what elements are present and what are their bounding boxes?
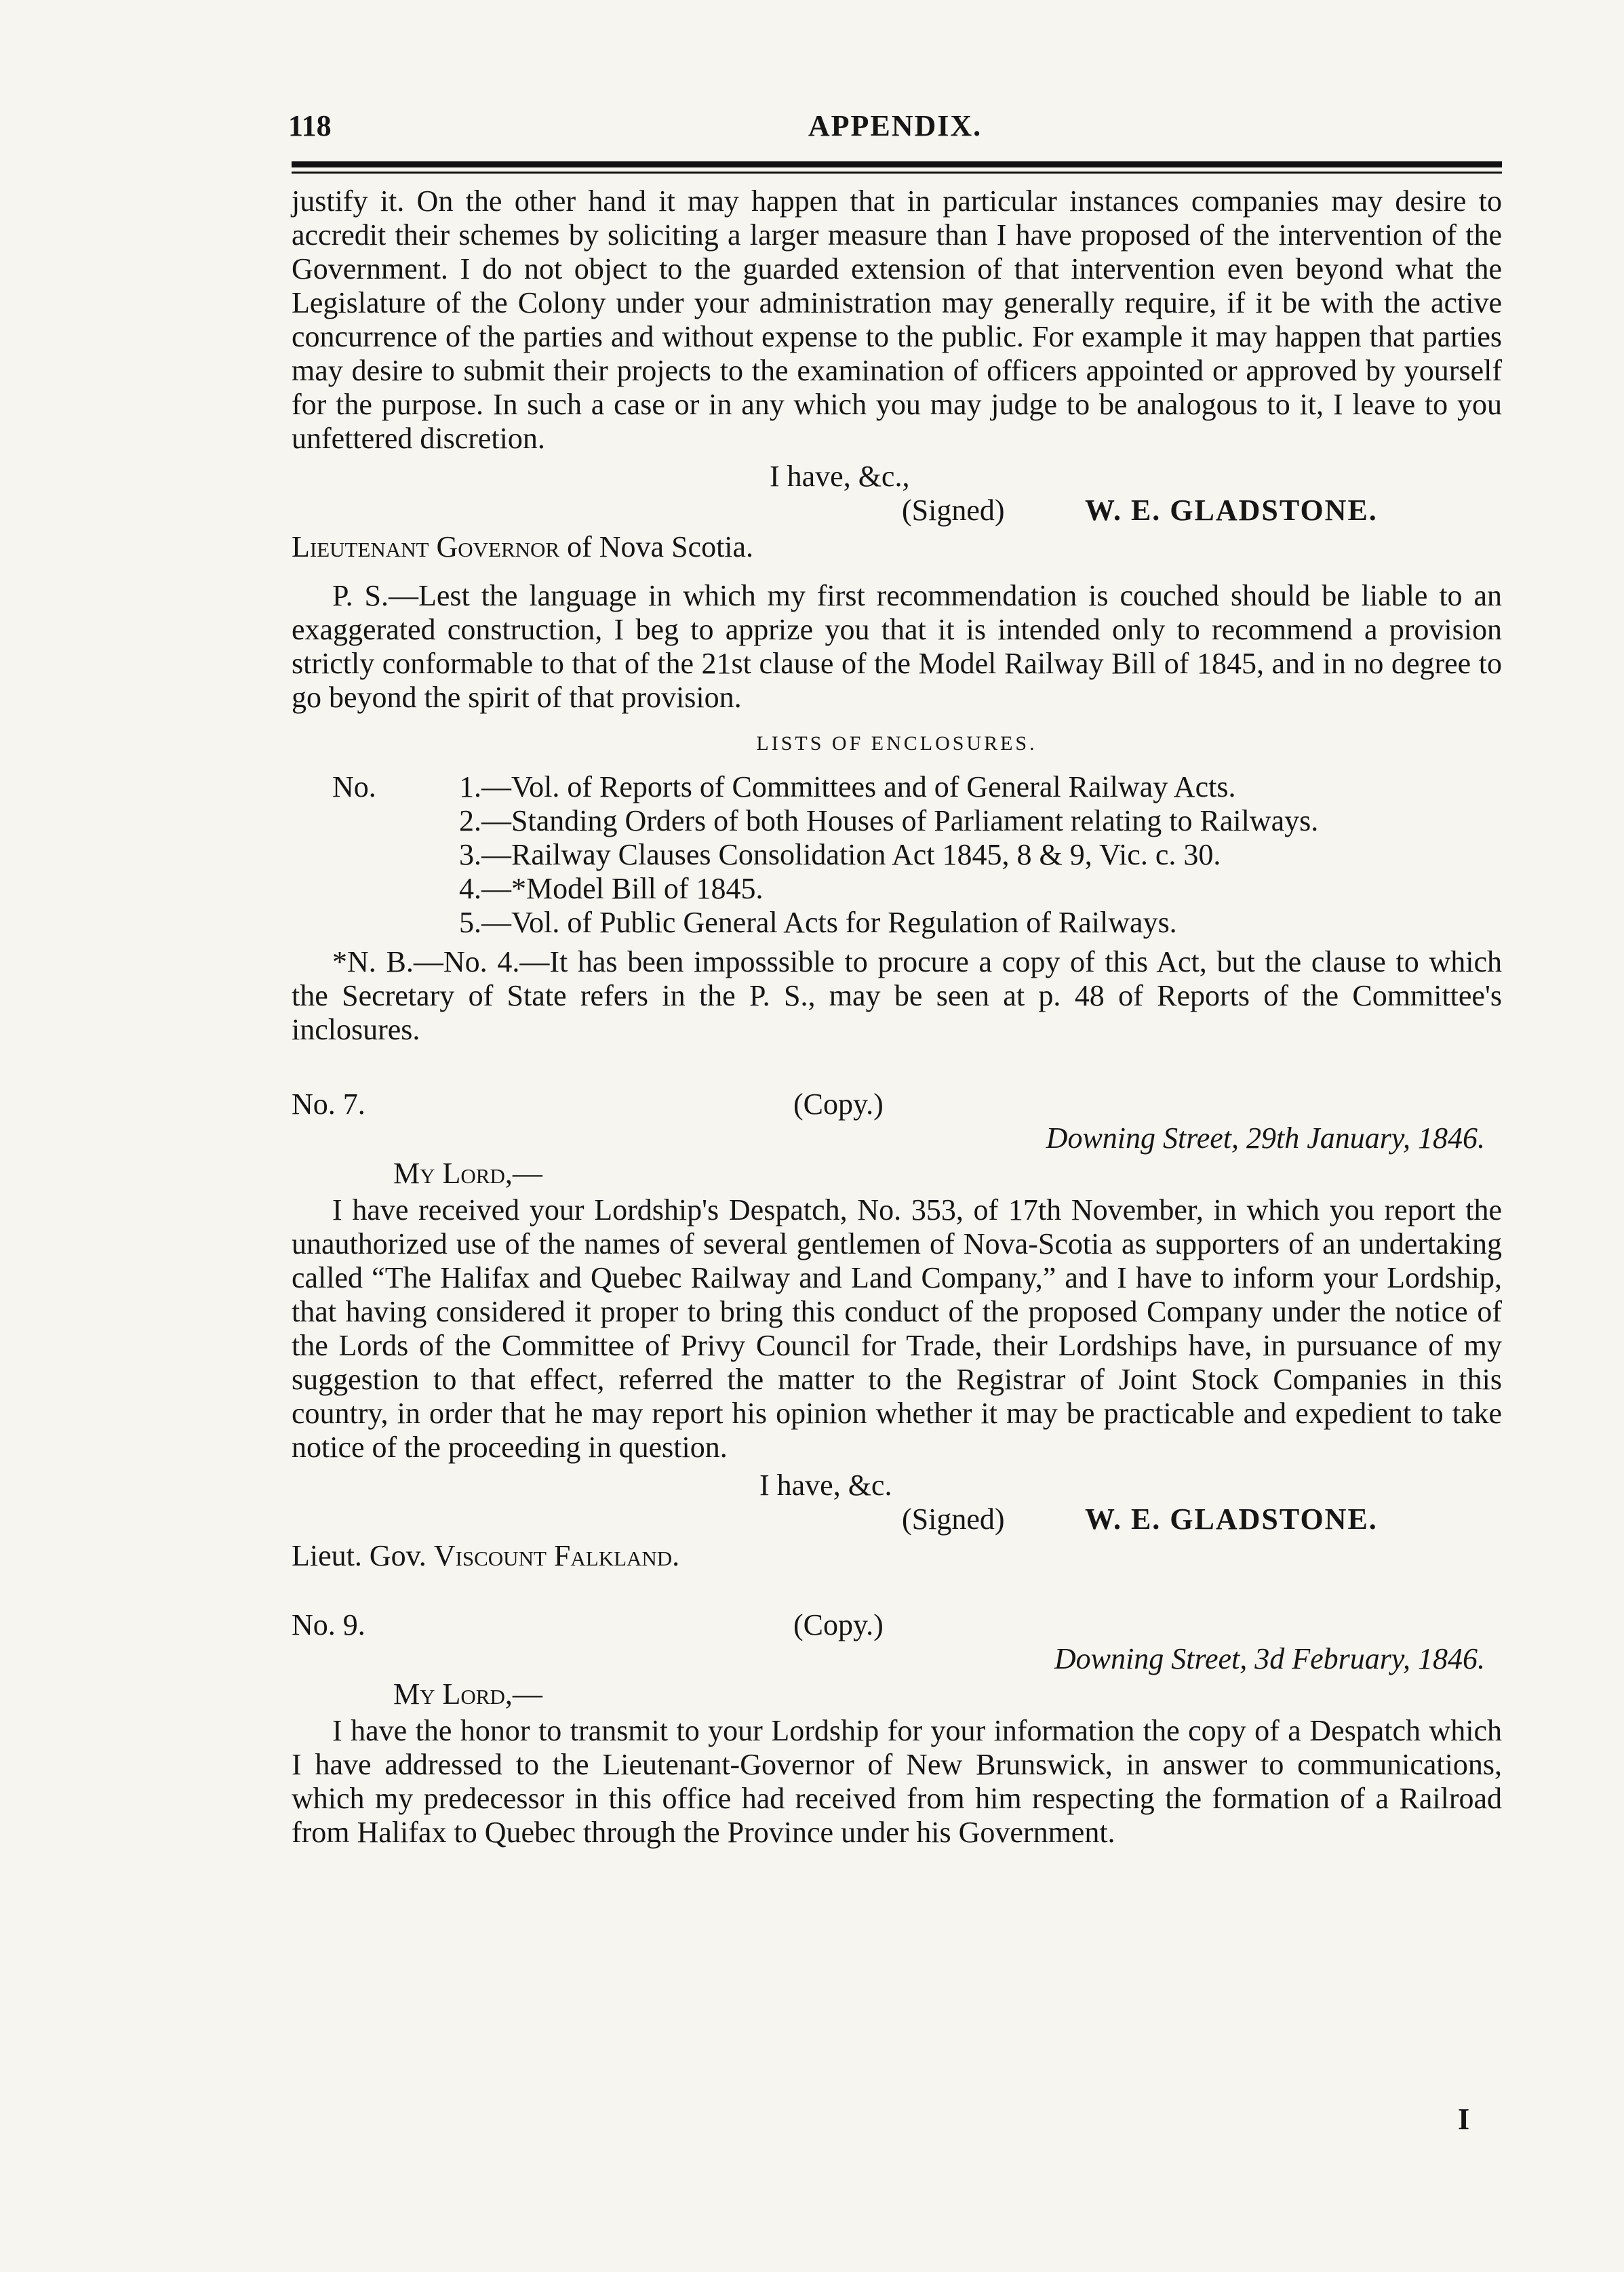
letter9-paragraph: I have the honor to transmit to your Lordship for your information the copy of a Despatch which I have addressed to the Lieutenant-Governor of New Brunswick, in answer to communications, which my predecessor in this office had received from him respecting the formation of a Railroad from Halifax to Quebec through the Province under his Government. [292,1714,1502,1849]
enclosures-heading: LISTS OF ENCLOSURES. [756,732,1037,755]
letter7-paragraph: I have received your Lordship's Despatch, No. 353, of 17th November, in which you report the unauthorized use of the names of several gentlemen of Nova-Scotia as supporters of an undertaking called “The Halifax and Quebec Railway and Land Company,” and I have to inform your Lordship, that having considered it proper to bring this conduct of the proposed Company under the notice of the Lords of the Committee of Privy Council for Trade, their Lordships have, in pursuance of my suggestion to that effect, referred the matter to the Registrar of Joint Stock Companies in this country, in order that he may report his opinion whether it may be practicable and expedient to take notice of the proceeding in question. [292,1193,1502,1464]
enclosure-text: —Standing Orders of both Houses of Parliament relating to Railways. [481,804,1319,837]
signer-name: W. E. GLADSTONE. [1085,494,1378,527]
enclosure-text: —Railway Clauses Consolidation Act 1845, 8 & 9, Vic. c. 30. [481,838,1221,871]
enclosure-item [292,906,1502,940]
enclosure-text: —Vol. of Reports of Committees and of General Railway Acts. [481,770,1236,803]
letter7-signature-line [292,1502,1502,1536]
letter9-dateline: Downing Street, 3d February, 1846. [1054,1642,1485,1675]
enclosure-item [292,770,1502,804]
signed-label: (Signed) [902,1502,1005,1536]
addressee-prefix: Lieut. Gov. [292,1539,434,1572]
addressee-name: Viscount Falkland. [433,1539,680,1572]
letter7-copy-label: (Copy.) [793,1088,884,1121]
addressee-place: of Nova Scotia. [559,530,754,563]
letter7-closing: I have, &c. [759,1469,892,1502]
letter9-copy-label: (Copy.) [793,1608,884,1641]
page-body [292,184,1502,1850]
enclosure-prefix [292,804,420,838]
letter9-salutation: My Lord,— [393,1677,542,1711]
letter7-salutation: My Lord,— [393,1157,542,1190]
letter9-number: No. 9. [292,1608,365,1641]
enclosure-prefix [292,838,420,872]
enclosure-number: 3. [459,838,481,871]
enclosure-prefix [292,906,420,940]
letter7-dateline: Downing Street, 29th January, 1846. [1046,1121,1485,1155]
signature-line [292,494,1502,527]
running-head: APPENDIX. [808,109,983,142]
letter-paragraph: justify it. On the other hand it may happen that in particular instances companies may desire to accredit their schemes by soliciting a larger measure than I have proposed of the intervention of the Government. I do not object to the guarded extension of that intervention even beyond what the Legislature of the Colony under your administration may generally require, if it be with the active concurrence of the parties and without expense to the public. For example it may happen that parties may desire to submit their projects to the examination of officers appointed or approved by yourself for the purpose. In such a case or in any which you may judge to be analogous to it, I leave to you unfettered discretion. [292,184,1502,455]
enclosure-item [292,838,1502,872]
enclosure-text: —Vol. of Public General Acts for Regulation of Railways. [481,906,1177,939]
signer-name: W. E. GLADSTONE. [1085,1502,1378,1536]
letter9-heading [292,1608,1502,1642]
letter7-addressee [292,1539,1502,1573]
page-number: 118 [288,109,332,142]
header-rule [292,161,1502,174]
enclosure-text: —*Model Bill of 1845. [481,872,764,905]
enclosure-prefix [292,872,420,906]
enclosure-item [292,804,1502,838]
catchword: I [1458,2102,1470,2136]
addressee-title: Lieutenant Governor [292,530,560,563]
closing-line: I have, &c., [770,460,910,493]
letter7-heading [292,1088,1502,1121]
letter7-number: No. 7. [292,1088,365,1121]
enclosure-number: 4. [459,872,481,905]
addressee [292,530,1502,564]
enclosure-list [292,770,1502,940]
enclosure-note: *N. B.—No. 4.—It has been imposssible to procure a copy of this Act, but the clause to which the Secretary of State refers in the P. S., may be seen at p. 48 of Reports of the Committee's inclosures. [292,945,1502,1046]
enclosure-number: 1. [459,770,481,803]
signed-label: (Signed) [902,494,1005,527]
enclosure-item [292,872,1502,906]
postscript: P. S.—Lest the language in which my first recommendation is couched should be liable to an exaggerated construction, I beg to apprize you that it is intended only to recommend a provision strictly conformable to that of the 21st clause of the Model Railway Bill of 1845, and in no degree to go beyond the spirit of that provision. [292,579,1502,714]
page-header [288,108,1502,149]
enclosure-number: 2. [459,804,481,837]
enclosure-prefix: No. [332,770,376,803]
enclosure-number: 5. [459,906,481,939]
